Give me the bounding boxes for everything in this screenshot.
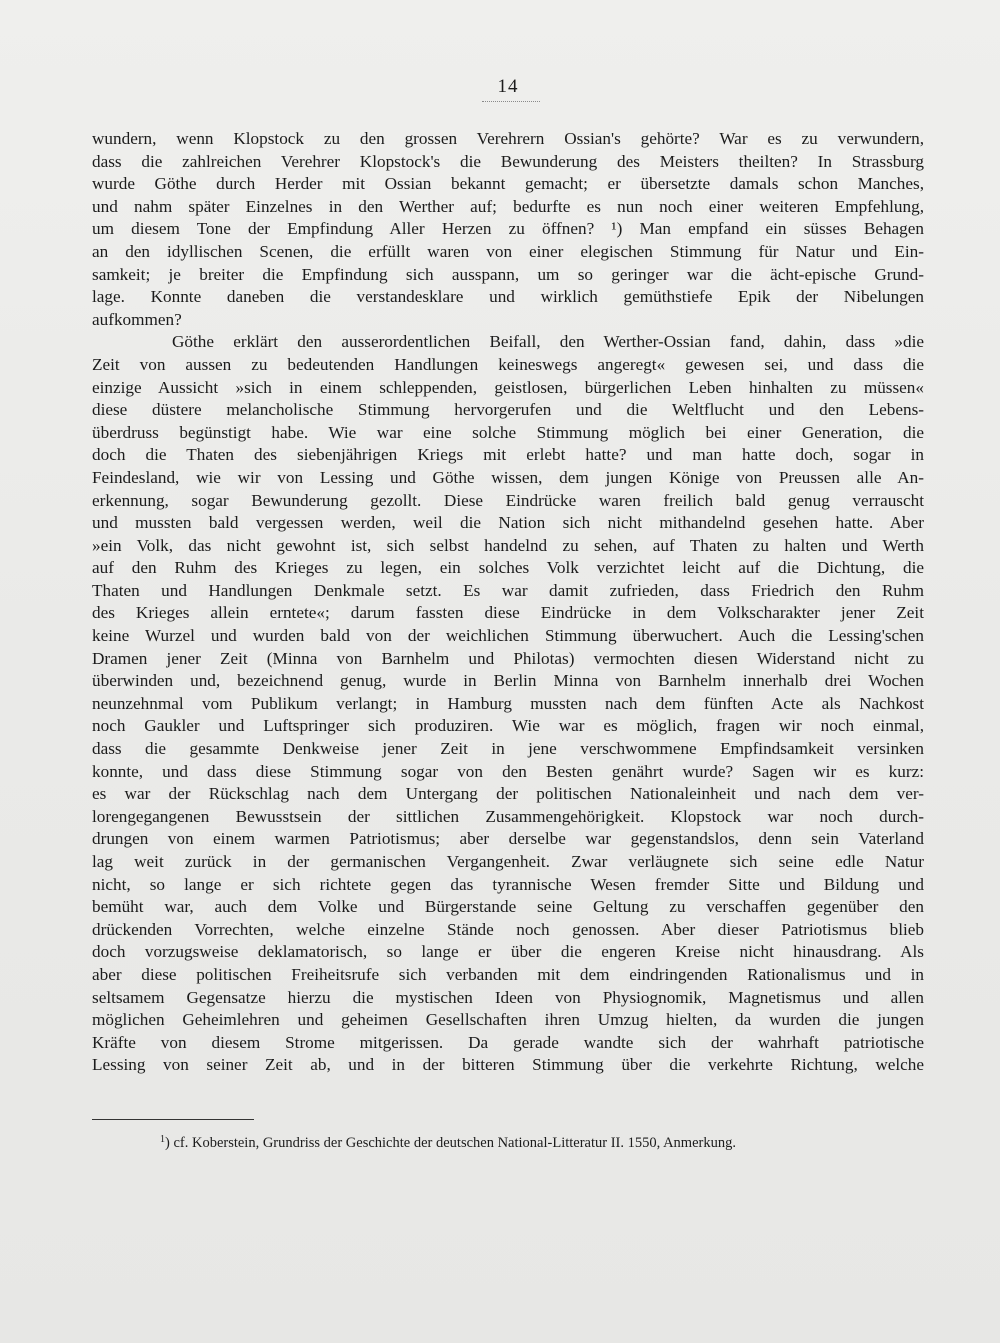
text-line: drückenden Vorrechten, welche einzelne Stände noch genossen. Aber dieser Patriotismus blieb — [92, 919, 924, 939]
text-line: konnte, und dass diese Stimmung sogar von den Besten genährt wurde? Sagen wir es kurz: — [92, 761, 924, 781]
text-line: »ein Volk, das nicht gewohnt ist, sich selbst handelnd zu sehen, auf Thaten zu halten und Werth — [92, 535, 924, 555]
page-number: 14 — [497, 76, 519, 97]
text-line: es war der Rückschlag nach dem Untergang der politischen Nationaleinheit und nach dem ver- — [92, 784, 924, 804]
footnote-rule — [92, 1119, 254, 1120]
body-text — [92, 128, 924, 1077]
text-line: drungen von einem warmen Patriotismus; aber derselbe war gegenstandslos, denn sein Vaterland — [92, 829, 924, 849]
text-line: erkennung, sogar Bewunderung gezollt. Diese Eindrücke waren freilich bald genug verrauscht — [92, 490, 924, 510]
text-line: doch vorzugsweise deklamatorisch, so lange er über die engeren Kreise nicht hinausdrang. Als — [92, 942, 924, 962]
text-line: Kräfte von diesem Strome mitgerissen. Da gerade wandte sich der wahrhaft patriotische — [92, 1032, 924, 1052]
text-line: Zeit von aussen zu bedeutenden Handlungen keineswegs angeregt« gewesen sei, und dass die — [92, 354, 924, 374]
text-line: auf den Ruhm des Krieges zu legen, ein solches Volk verzichtet leicht auf die Dichtung, die — [92, 558, 924, 578]
paragraph-1 — [92, 128, 924, 331]
text-line: Lessing von seiner Zeit ab, und in der bitteren Stimmung über die verkehrte Richtung, welche — [92, 1055, 924, 1075]
paragraph-2 — [92, 331, 924, 1077]
text-line: und mussten bald vergessen werden, weil die Nation sich nicht mithandelnd gesehen hatte. Aber — [92, 513, 924, 533]
text-line: dass die gesammte Denkweise jener Zeit in jene verschwommene Empfindsamkeit versinken — [92, 739, 924, 759]
text-line: überwinden und, bezeichnend genug, wurde in Berlin Minna von Barnhelm innerhalb drei Wochen — [92, 671, 924, 691]
text-line: keine Wurzel und wurden bald von der weichlichen Stimmung überwuchert. Auch die Lessing'schen — [92, 626, 924, 646]
text-line: noch Gaukler und Luftspringer sich produziren. Wie war es möglich, fragen wir noch einmal, — [92, 716, 924, 736]
text-line: aufkommen? — [92, 309, 182, 329]
text-line: neunzehnmal vom Publikum verlangt; in Hamburg mussten nach dem fünften Acte als Nachkost — [92, 693, 924, 713]
text-line: diese düstere melancholische Stimmung hervorgerufen und die Weltflucht und den Lebens- — [92, 400, 924, 420]
text-line: lage. Konnte daneben die verstandesklare und wirklich gemüthstiefe Epik der Nibelungen — [92, 287, 924, 307]
page-number-rule — [482, 101, 540, 102]
text-line: des Krieges allein erntete«; darum fassten diese Eindrücke in dem Volkscharakter jener Zeit — [92, 603, 924, 623]
text-line: und nahm später Einzelnes in den Werther auf; bedurfte es nun noch einer weiteren Empfehlung, — [92, 196, 924, 216]
text-line: doch die Thaten des siebenjährigen Kriegs mit erlebt hatte? und man hatte doch, sogar in — [92, 445, 924, 465]
text-line: nicht, so lange er sich richtete gegen das tyrannische Wesen fremder Sitte und Bildung und — [92, 874, 924, 894]
text-line: Thaten und Handlungen Denkmale setzt. Es war damit zufrieden, dass Friedrich den Ruhm — [92, 580, 924, 600]
text-line: wurde Göthe durch Herder mit Ossian bekannt gemacht; er übersetzte damals schon Manches, — [92, 174, 924, 194]
text-line: Dramen jener Zeit (Minna von Barnhelm und Philotas) vermochten diesen Widerstand nicht zu — [92, 648, 924, 668]
text-line: Feindesland, wie wir von Lessing und Göthe wissen, dem jungen Könige von Preussen alle An- — [92, 467, 924, 487]
text-line: lorengegangenen Bewusstsein der sittlichen Zusammengehörigkeit. Klopstock war noch durch- — [92, 806, 924, 826]
text-line: aber diese politischen Freiheitsrufe sich verbanden mit dem eindringenden Rationalismus und in — [92, 964, 924, 984]
footnote-text: ) cf. Koberstein, Grundriss der Geschichte der deutschen National-Litteratur II. 1550, Anmerkung. — [165, 1135, 736, 1151]
text-line: überdruss begünstigt habe. Wie war eine solche Stimmung möglich bei einer Generation, die — [92, 422, 924, 442]
text-line: einzige Aussicht »sich in einem schleppenden, geistlosen, bürgerlichen Leben hinhalten zu müssen« — [92, 377, 924, 397]
text-line: dass die zahlreichen Verehrer Klopstock's die Bewunderung des Meisters theilten? In Strassburg — [92, 151, 924, 171]
text-line: an den idyllischen Scenen, die erfüllt waren von einer elegischen Stimmung für Natur und Ein- — [92, 241, 924, 261]
footnote-marker: 1 — [160, 1134, 165, 1145]
text-line: samkeit; je breiter die Empfindung sich ausspann, um so geringer war die ächt-epische Grund- — [92, 264, 924, 284]
text-line: um diesem Tone der Empfindung Aller Herzen zu öffnen? ¹) Man empfand ein süsses Behagen — [92, 219, 924, 239]
text-line: wundern, wenn Klopstock zu den grossen Verehrern Ossian's gehörte? War es zu verwundern, — [92, 129, 924, 148]
text-line: möglichen Geheimlehren und geheimen Gesellschaften ihren Umzug hielten, da wurden die jungen — [92, 1010, 924, 1030]
text-line: Göthe erklärt den ausserordentlichen Beifall, den Werther-Ossian fand, dahin, dass »die — [172, 332, 924, 352]
footnote — [160, 1131, 940, 1152]
text-line: seltsamem Gegensatze hierzu die mystischen Ideen von Physiognomik, Magnetismus und allen — [92, 987, 924, 1007]
text-line: lag weit zurück in der germanischen Vergangenheit. Zwar verläugnete sich seine edle Natur — [92, 852, 924, 871]
text-line: bemüht war, auch dem Volke und Bürgerstande seine Geltung zu verschaffen gegenüber den — [92, 897, 924, 917]
